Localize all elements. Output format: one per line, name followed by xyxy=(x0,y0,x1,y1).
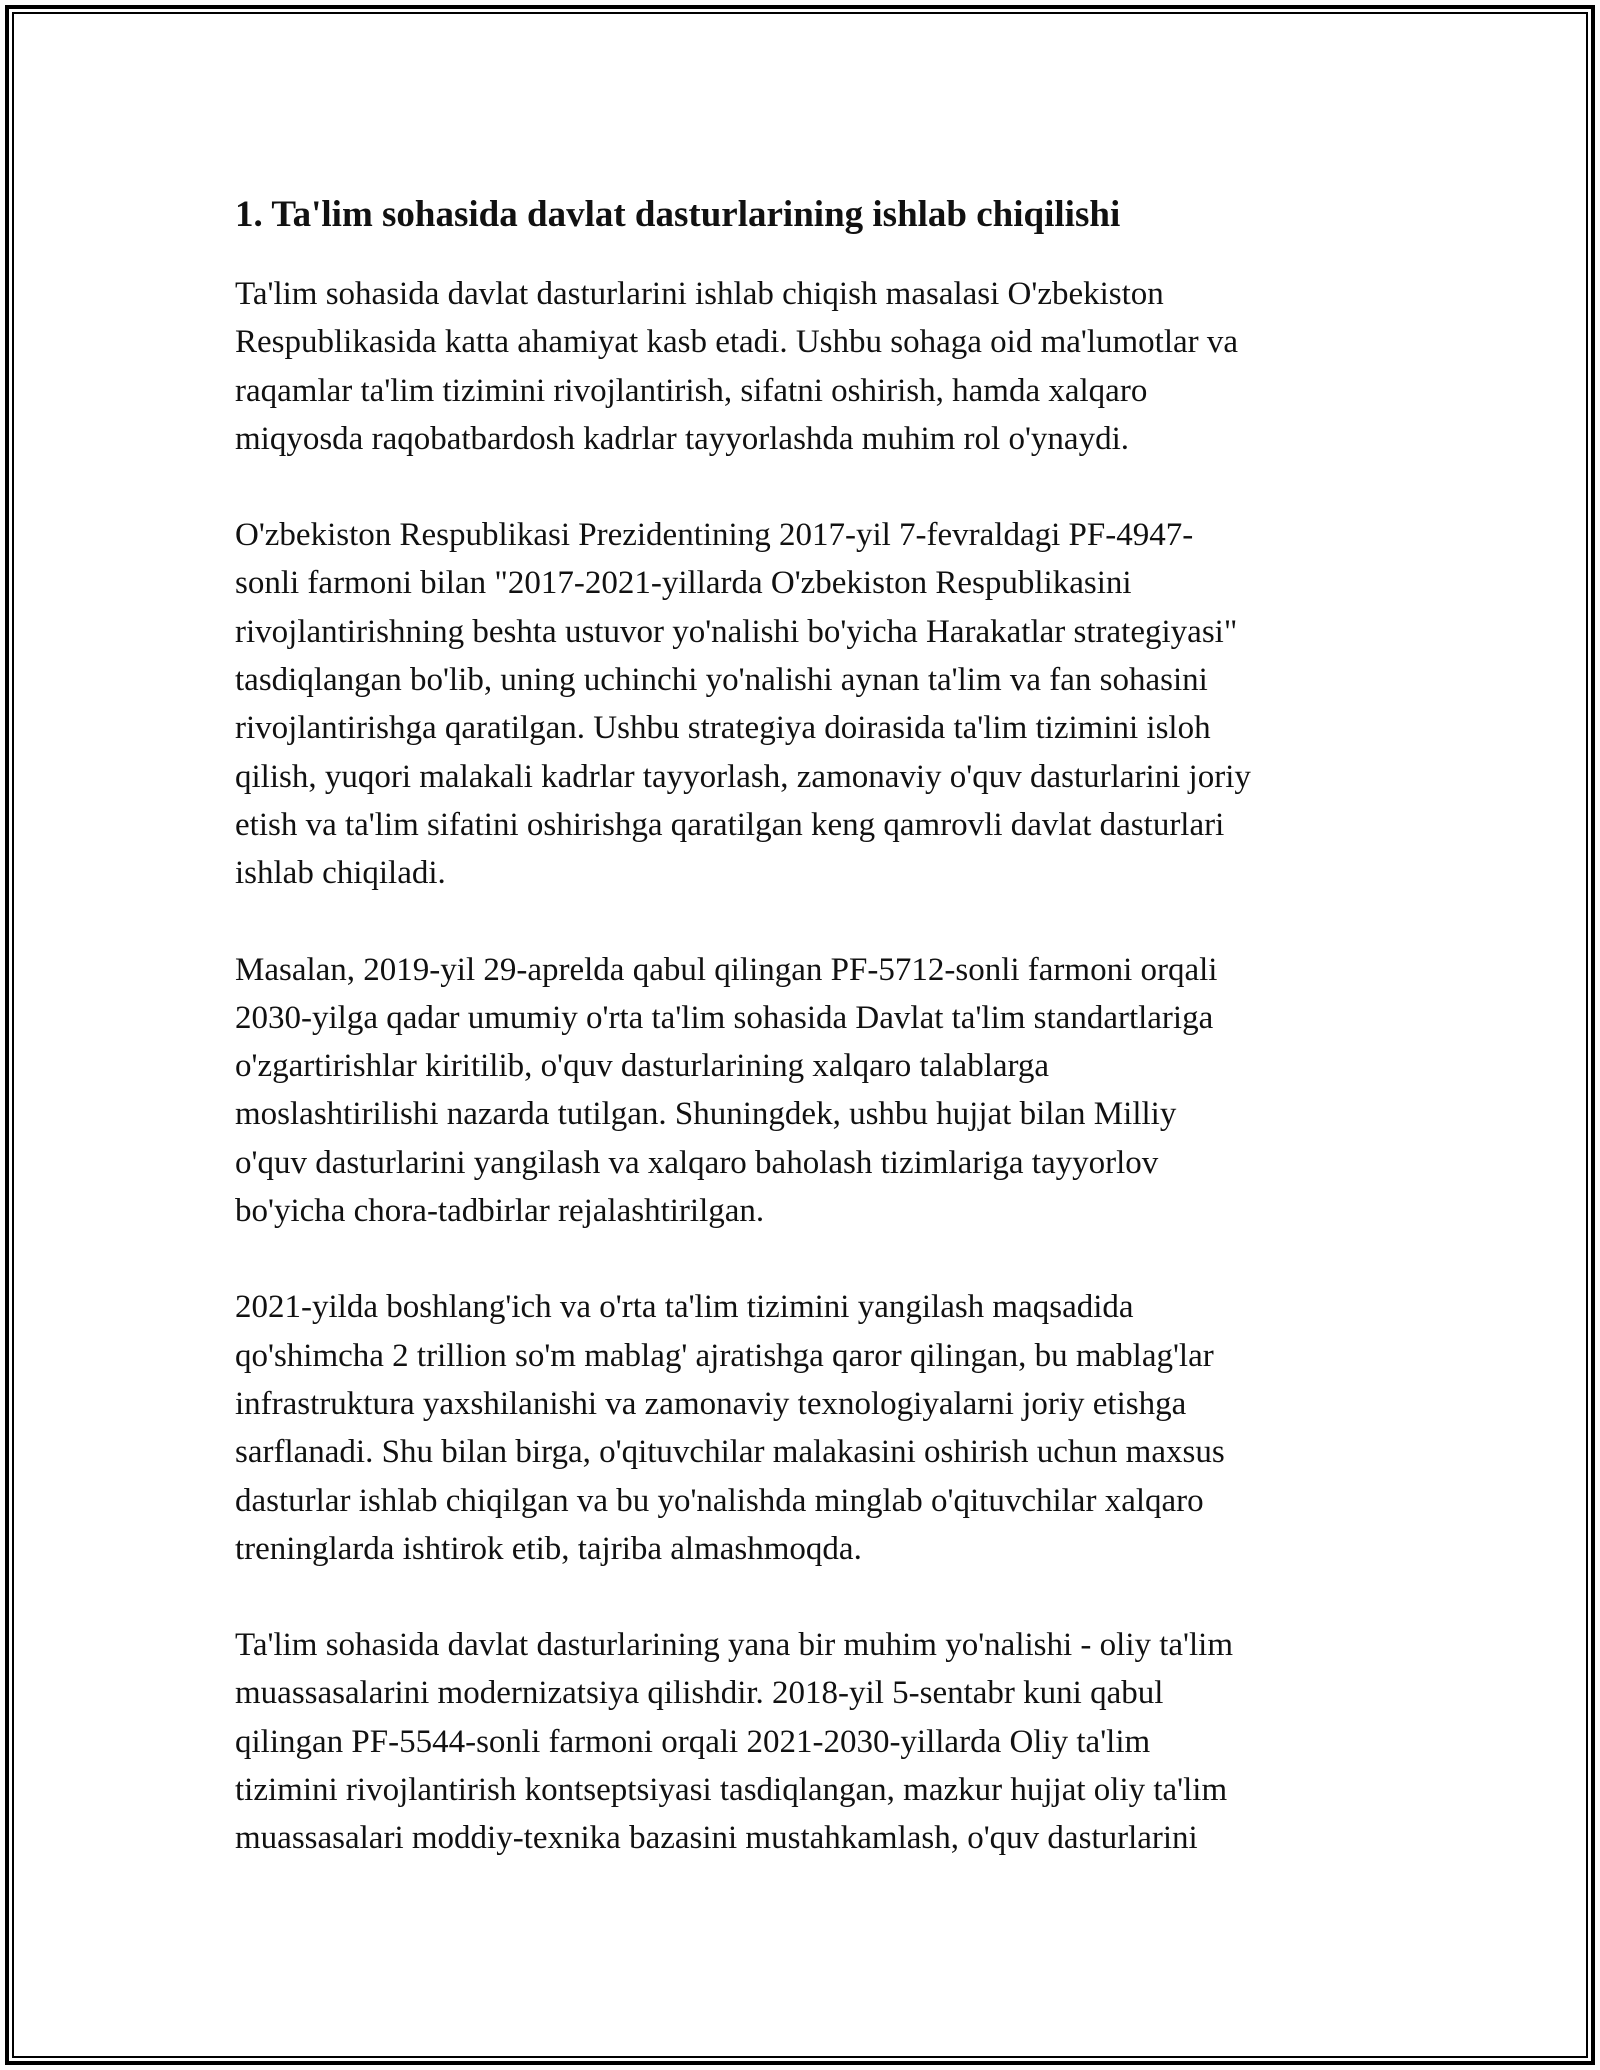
document-body xyxy=(235,186,1385,1911)
paragraph-3: Masalan, 2019-yil 29-aprelda qabul qilingan PF-5712-sonli farmoni orqali 2030-yilga qadar umumiy o'rta ta'lim sohasida Davlat ta'lim standartlariga o'zgartirishlar kiritilib, o'quv dasturlarining xalqaro talablarga moslashtirilishi nazarda tutilgan. Shuningdek, ushbu hujjat bilan Milliy o'quv dasturlarini yangilash va xalqaro baholash tizimlariga tayyorlov bo'yicha chora-tadbirlar rejalashtirilgan. xyxy=(235,951,1218,1230)
paragraph-5: Ta'lim sohasida davlat dasturlarining yana bir muhim yo'nalishi - oliy ta'lim muassasalarini modernizatsiya qilishdir. 2018-yil 5-sentabr kuni qabul qilingan PF-5544-sonli farmoni orqali 2021-2030-yillarda Oliy ta'lim tizimini rivojlantirish kontseptsiyasi tasdiqlangan, mazkur hujjat oliy ta'lim muassasalari moddiy-texnika bazasini mustahkamlash, o'quv dasturlarini xyxy=(235,1627,1234,1857)
paragraph-1: Ta'lim sohasida davlat dasturlarini ishlab chiqish masalasi O'zbekiston Respublikasida katta ahamiyat kasb etadi. Ushbu sohaga oid ma'lumotlar va raqamlar ta'lim tizimini rivojlantirish, sifatni oshirish, hamda xalqaro miqyosda raqobatbardosh kadrlar tayyorlashda muhim rol o'ynaydi. xyxy=(235,276,1239,457)
section-heading: 1. Ta'lim sohasida davlat dasturlarining ishlab chiqilishi xyxy=(235,194,1121,235)
paragraph-2: O'zbekiston Respublikasi Prezidentining 2017-yil 7-fevraldagi PF-4947- sonli farmoni bilan "2017-2021-yillarda O'zbekiston Respublikasini rivojlantirishning beshta ustuvor yo'nalishi bo'yicha Harakatlar strategiyasi" tasdiqlangan bo'lib, uning uchinchi yo'nalishi aynan ta'lim va fan sohasini rivojlantirishga qaratilgan. Ushbu strategiya doirasida ta'lim tizimini isloh qilish, yuqori malakali kadrlar tayyorlash, zamonaviy o'quv dasturlarini joriy etish va ta'lim sifatini oshirishga qaratilgan keng qamrovli davlat dasturlari ishlab chiqiladi. xyxy=(235,517,1251,892)
paragraph-4: 2021-yilda boshlang'ich va o'rta ta'lim tizimini yangilash maqsadida qo'shimcha 2 trillion so'm mablag' ajratishga qaror qilingan, bu mablag'lar infrastruktura yaxshilanishi va zamonaviy texnologiyalarni joriy etishga sarflanadi. Shu bilan birga, o'qituvchilar malakasini oshirish uchun maxsus dasturlar ishlab chiqilgan va bu yo'nalishda minglab o'qituvchilar xalqaro treninglarda ishtirok etib, tajriba almashmoqda. xyxy=(235,1289,1225,1567)
